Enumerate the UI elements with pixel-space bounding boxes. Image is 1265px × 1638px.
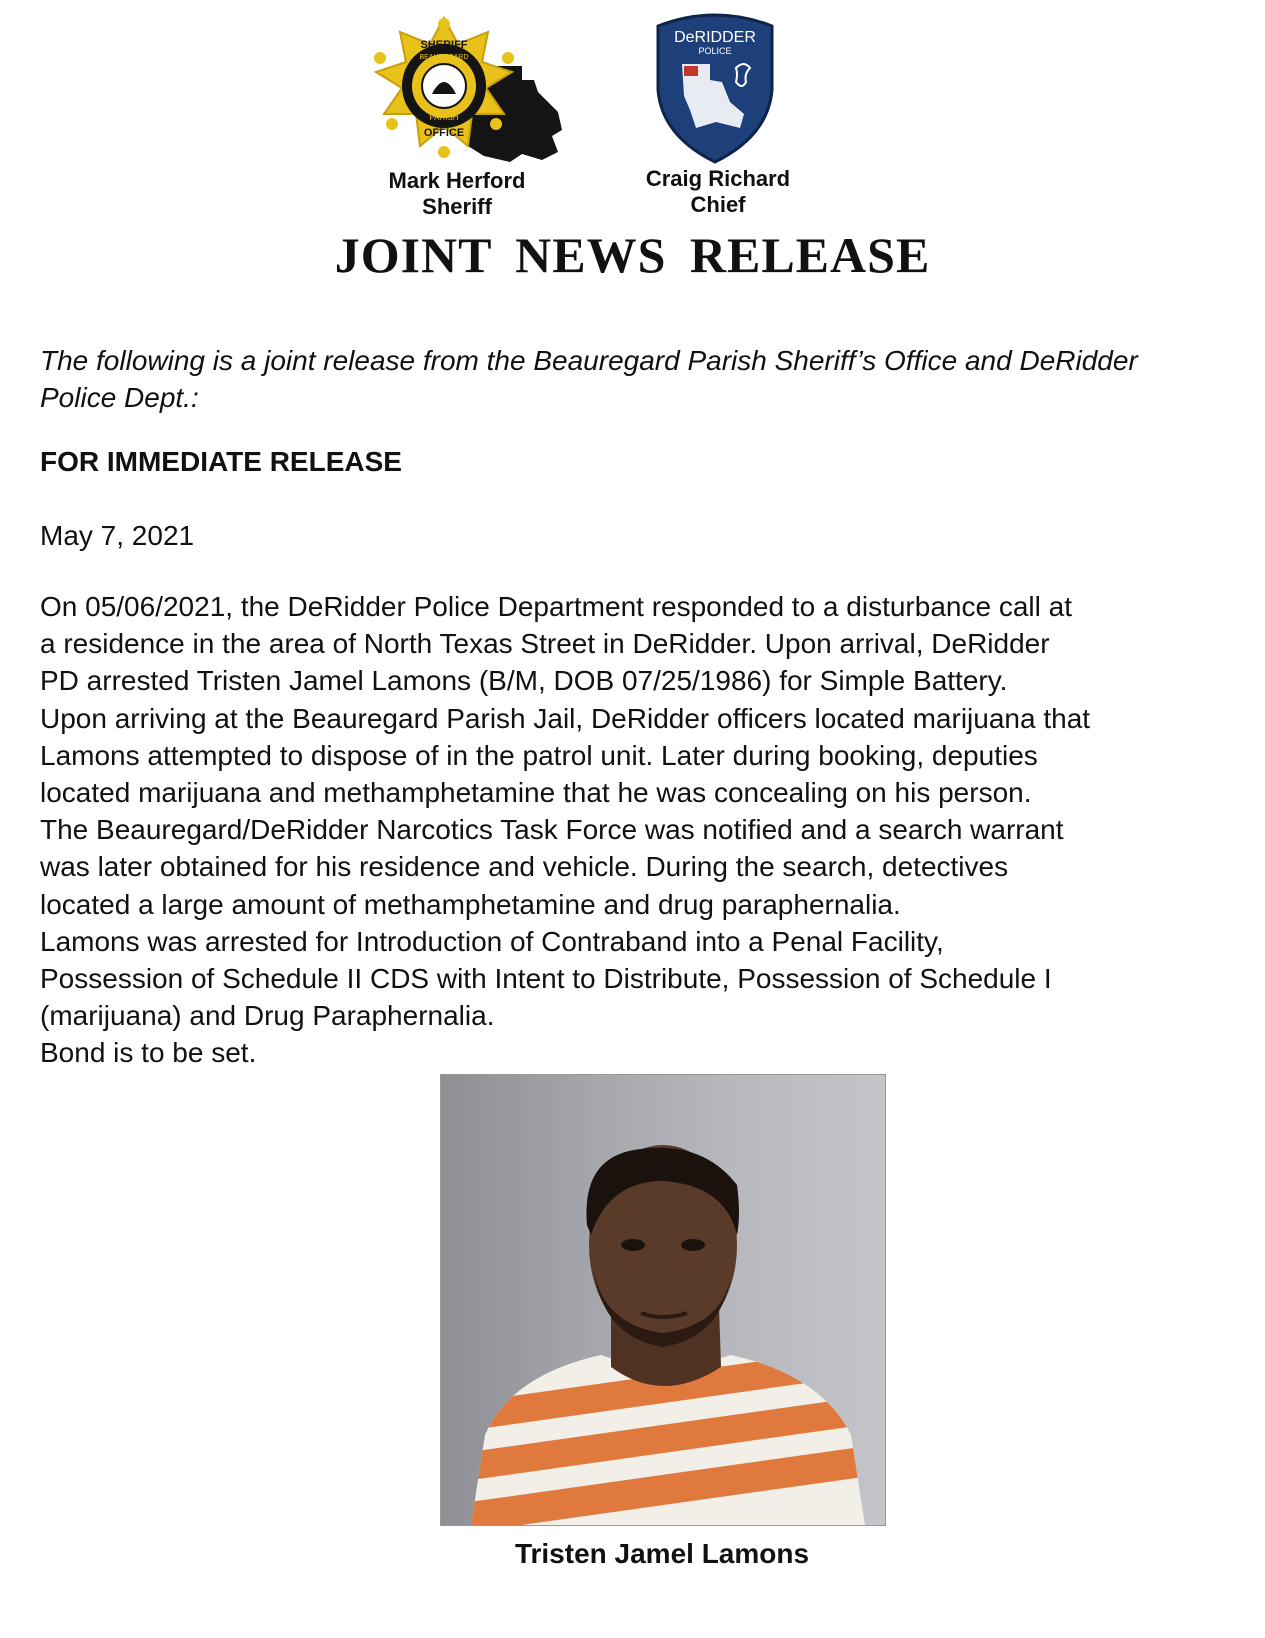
body-line: Upon arriving at the Beauregard Parish Jail, DeRidder officers located marijuana that [40, 702, 1091, 734]
body-line: On 05/06/2021, the DeRidder Police Department responded to a disturbance call at [40, 591, 1072, 622]
police-patch-top-text: DeRIDDER [674, 29, 756, 46]
body-line: was later obtained for his residence and vehicle. During the search, detectives [40, 851, 1009, 883]
body-line: (marijuana) and Drug Paraphernalia. [40, 1000, 495, 1032]
sheriff-badge-parish-text: PARISH [429, 113, 459, 122]
body-line: Lamons was arrested for Introduction of Contraband into a Penal Facility, [40, 925, 944, 957]
body-line: located marijuana and methamphetamine that he was concealing on his person. [40, 777, 1032, 809]
sheriff-badge-bottom-text: OFFICE [423, 127, 465, 139]
body-line: Lamons attempted to dispose of in the patrol unit. Later during booking, deputies [40, 739, 1038, 771]
photo-caption: Tristen Jamel Lamons [514, 1538, 810, 1569]
sheriff-star-badge-icon [372, 14, 568, 166]
sheriff-title: Sheriff [422, 194, 492, 219]
police-patch [650, 10, 780, 166]
sheriff-badge-top-text: SHERIFF [420, 39, 468, 51]
body-line: Possession of Schedule II CDS with Intent to Distribute, Possession of Schedule I [40, 963, 1052, 995]
person-photo-illustration [441, 1075, 885, 1525]
police-patch-sub-text: POLICE [698, 46, 732, 56]
intro-text: The following is a joint release from the Beauregard Parish Sheriff’s Office and DeRidder Police Dept.: [40, 345, 1138, 413]
booking-photo [440, 1074, 886, 1526]
sheriff-badge-ring-text: BEAUREGARD [419, 54, 469, 61]
release-date: May 7, 2021 [40, 520, 195, 551]
page-title: JOINT NEWS RELEASE [334, 227, 931, 283]
chief-title: Chief [690, 192, 746, 217]
body-line: located a large amount of methamphetamine and drug paraphernalia. [40, 888, 901, 920]
body-line: PD arrested Tristen Jamel Lamons (B/M, DOB 07/25/1986) for Simple Battery. [40, 665, 1008, 697]
body-line: Bond is to be set. [40, 1037, 257, 1069]
release-body [40, 588, 1240, 1072]
release-label: FOR IMMEDIATE RELEASE [40, 446, 402, 477]
chief-name-block [634, 166, 802, 218]
police-shield-patch-icon [650, 10, 780, 166]
sheriff-name: Mark Herford [388, 168, 526, 193]
sheriff-name-block [374, 168, 540, 220]
body-line: The Beauregard/DeRidder Narcotics Task Force was notified and a search warrant [40, 814, 1064, 846]
sheriff-badge [372, 14, 568, 166]
body-line: a residence in the area of North Texas Street in DeRidder. Upon arrival, DeRidder [40, 628, 1050, 660]
chief-name: Craig Richard [645, 166, 791, 191]
